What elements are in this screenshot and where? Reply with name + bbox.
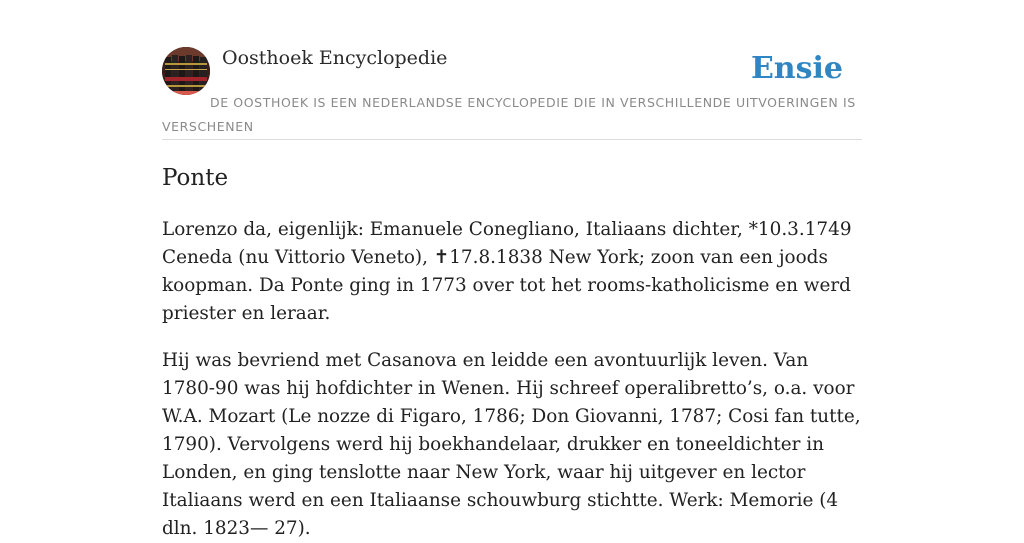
article-paragraph: Hij was bevriend met Casanova en leidde een avontuurlijk leven. Van 1780-90 was hij hofdichter in Wenen. Hij schreef operalibretto’s, o.a. voor W.A. Mozart (Le nozze di Figaro, 1786; Don Giovanni, 1787; Cosi fan tutte, 1790). Vervolgens werd hij boekhandelaar, drukker en toneeldichter in Londen, en ging tenslotte naar New York, waar hij uitgever en lector Italiaans werd en een Italiaanse schouwburg stichtte. Werk: Memorie (4 dln. 1823— 27). (162, 350, 861, 539)
article-paragraph: Lorenzo da, eigenlijk: Emanuele Conegliano, Italiaans dichter, *10.3.1749 Ceneda (nu Vittorio Veneto), ✝17.8.1838 New York; zoon van een joods koopman. Da Ponte ging in 1773 over tot het rooms-katholicisme en werd priester en leraar. (162, 219, 852, 324)
site-tagline: DE OOSTHOEK IS EEN NEDERLANDSE ENCYCLOPEDIE DIE IN VERSCHILLENDE UITVOERINGEN IS VERSCHENEN (162, 95, 856, 134)
article (162, 162, 867, 543)
site-title[interactable]: Oosthoek Encyclopedie (222, 47, 448, 69)
site-header (162, 46, 862, 140)
header-divider (162, 139, 862, 140)
encyclopedia-books-icon[interactable] (162, 47, 210, 95)
brand-logo[interactable]: Ensie (750, 51, 843, 86)
article-title: Ponte (162, 165, 229, 191)
